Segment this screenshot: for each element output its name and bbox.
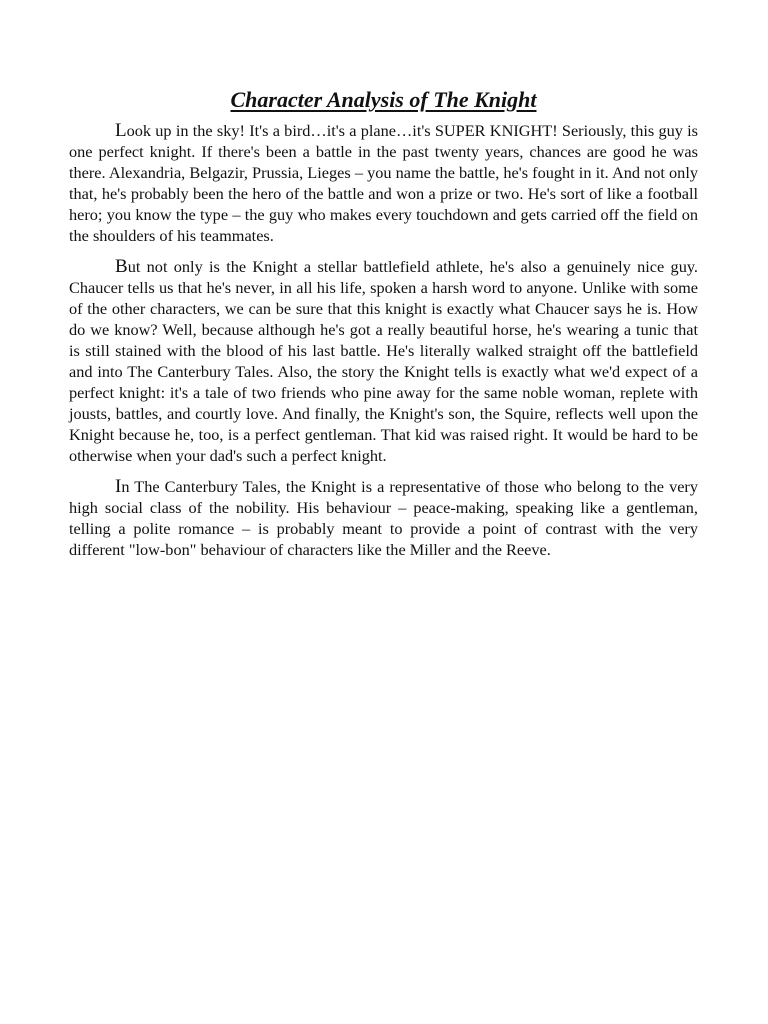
document-title: Character Analysis of The Knight (230, 87, 537, 112)
paragraph-3 (69, 476, 698, 560)
paragraph-3-initial: I (115, 476, 122, 497)
document-page (69, 86, 698, 570)
paragraph-1-initial: L (115, 120, 127, 141)
paragraph-2-text: ut not only is the Knight a stellar battlefield athlete, he's also a genuinely nice guy. Chaucer tells us that he's never, in all his life, spoken a harsh word to anyone. Unlike with some of the other characters, we can be sure that this knight is exactly what Chaucer says he is. How do we know? Well, because although he's got a really beautiful horse, he's wearing a tunic that is still stained with the blood of his last battle. He's literally walked straight off the battlefield and into The Canterbury Tales. Also, the story the Knight tells is exactly what we'd expect of a perfect knight: it's a tale of two friends who pine away for the same noble woman, replete with jousts, battles, and courtly love. And finally, the Knight's son, the Squire, reflects well upon the Knight because he, too, is a perfect gentleman. That kid was raised right. It would be hard to be otherwise when your dad's such a perfect knight. (69, 257, 698, 465)
paragraph-2 (69, 256, 698, 466)
paragraph-1-text: ook up in the sky! It's a bird…it's a plane…it's SUPER KNIGHT! Seriously, this guy is one perfect knight. If there's been a battle in the past twenty years, chances are good he was there. Alexandria, Belgazir, Prussia, Lieges – you name the battle, he's fought in it. And not only that, he's probably been the hero of the battle and won a prize or two. He's sort of like a football hero; you know the type – the guy who makes every touchdown and gets carried off the field on the shoulders of his teammates. (69, 121, 698, 245)
paragraph-2-initial: B (115, 256, 128, 277)
paragraph-3-text: n The Canterbury Tales, the Knight is a representative of those who belong to the very high social class of the nobility. His behaviour – peace-making, speaking like a gentleman, telling a polite romance – is probably meant to provide a point of contrast with the very different "low-bon" behaviour of characters like the Miller and the Reeve. (69, 477, 698, 559)
paragraph-1 (69, 120, 698, 246)
